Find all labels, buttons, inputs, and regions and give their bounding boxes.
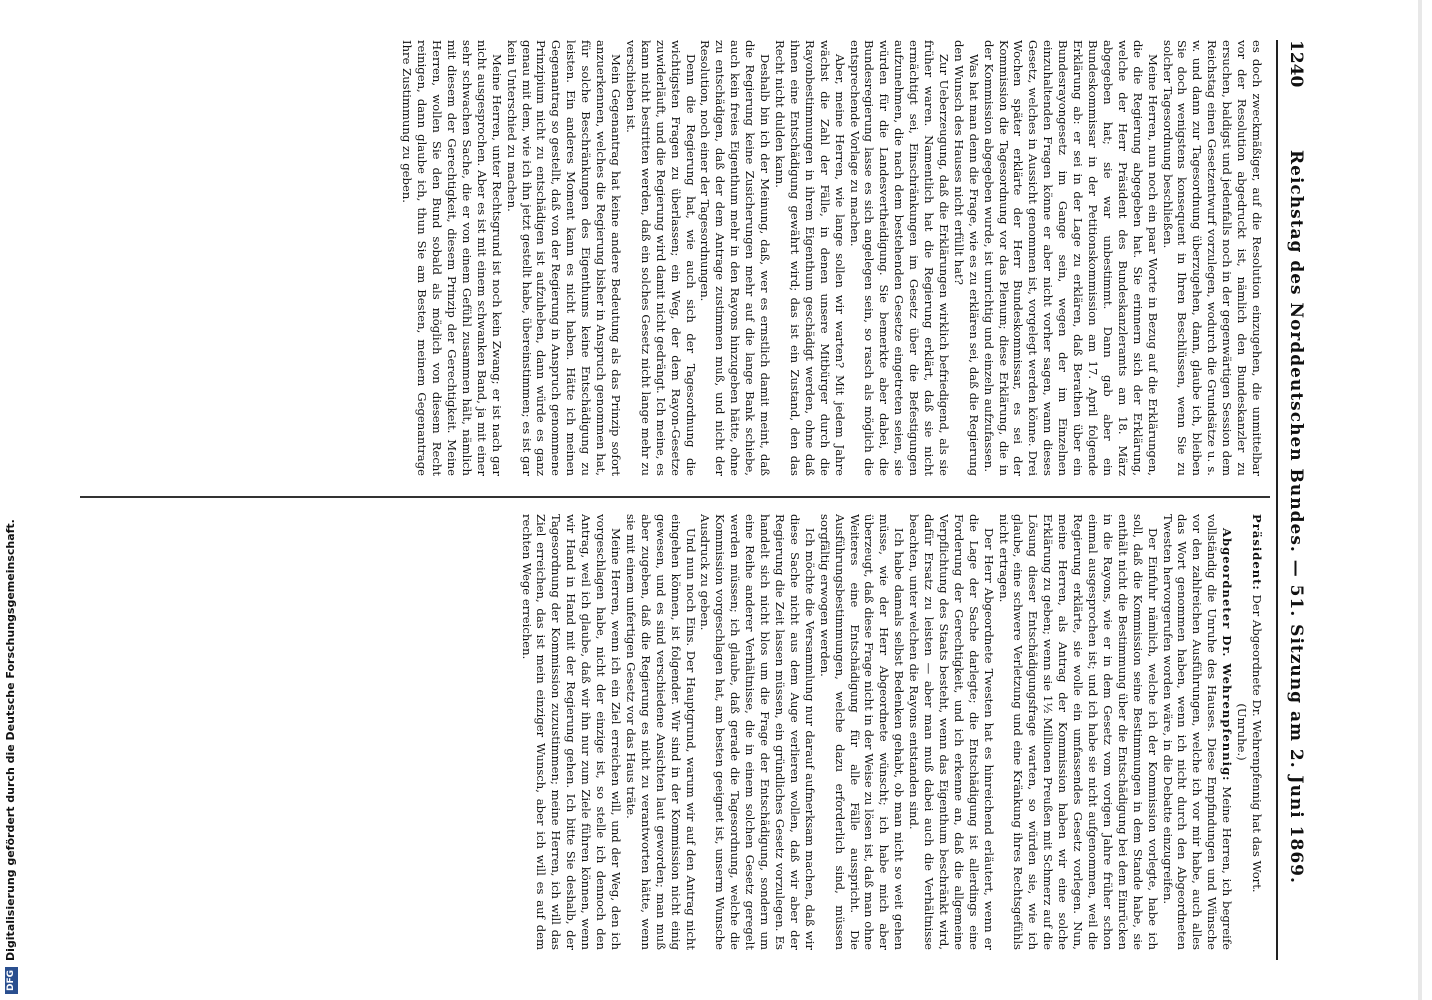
left-paragraph: Zur Ueberzeugung, daß die Erklärungen wirklich befriedigend, als sie früher waren. Namentlich hat die Regierung erklärt, daß sie nicht ermächtigt sei, Einschränkungen im Gesetz über die Befestigungen aufzunehmen, die nach dem bestehenden Gesetze eingetreten seien, sie würden für die Landesvertheidigung. Sie bemerkte aber dabei, die Bundesregierung lasse es sich angelegen sein, so rasch als möglich die entsprechende Vorlage zu machen.: [847, 40, 951, 476]
speaker-label-president: Präsident:: [1250, 514, 1264, 591]
president-intro: [1249, 514, 1264, 950]
right-paragraph: Ich möchte die Versammlung nur darauf aufmerksam machen, daß wir diese Sache nicht aus dem Auge verlieren wollen, daß wir aber der Regierung die Zeit lassen müssen, ein gründliches Gesetz vorzulegen. Es handelt sich nicht blos um die Frage der Entschädigung, sondern um eine Reihe anderer Verhältnisse, die in einem solchen Gesetz geregelt werden müssen; ich glaube, daß gerade die Tagesordnung, welche die Kommission vorgeschlagen hat, am besten geeignet ist, unserm Wunsche Ausdruck zu geben.: [698, 514, 817, 950]
right-paragraph: Der Einfuhr nämlich, welche ich der Kommission vorlegte, habe ich soll, daß die Kommission seine Bestimmungen in dem Stande habe, sie enthält nicht die Bestimmung über die Entschädigung bei dem Einrücken in die Rayons, wie er in dem Gesetz vom vorigen Jahre früher schon einmal ausgesprochen ist; und ich habe sie nicht aufgenommen, weil die Regierung erklärte, sie wolle ein umfassendes Gesetz vorlegen. Nun, meine Herren, als Antrag der Kommission haben wir eine solche Erklärung zu geben; wenn sie 1½ Millionen Preußen mit Schmerz auf die Lösung dieser Entschädigungsfrage warten, so würden sie, wie ich glaube, eine schwere Verletzung und eine Kränkung ihres Rechtsgefühls nicht ertragen.: [996, 514, 1160, 950]
page-number: 1240: [1286, 40, 1306, 88]
speaker-label: Abgeordneter Dr. Wehrenpfennig:: [1220, 528, 1235, 782]
running-title: Reichstag des Norddeutschen Bundes. — 51. Sitzung am 2. Juni 1869.: [1286, 150, 1306, 884]
digitization-credit: [4, 519, 18, 994]
left-paragraph: Deshalb bin ich der Meinung, daß, wer es ernstlich damit meint, daß die Regierung keine Zusicherungen mehr auf die lange Bank schiebe, auch kein freies Eigenthum mehr in den Rayons hinzugeben hätte, ohne zu entschädigen, daß der dem Antrage zustimmen muß, und nicht der Resolution, noch einer der Tagesordnungen.: [698, 40, 773, 476]
left-paragraph: Mein Gegenantrag hat keine andere Bedeutung als das Prinzip sofort anzuerkennen, welches die Regierung bisher in Anspruch genommen hat, für solche Beschränkungen des Eigenthums keine Entschädigung zu leisten. Ein anderes Moment kann es nicht haben. Hätte ich meinen Gegenantrag so gestellt, daß von der Regierung in Anspruch genommene Prinzipium nicht zu entschädigen ist aufzuheben, dann würde es ganz genau mit dem, wie ich ihn jetzt gestellt habe, übereinstimmen; es ist gar kein Unterschied zu machen.: [504, 40, 624, 476]
right-paragraph: Meine Herren, wenn ich ein Ziel erreichen will, und der Weg, den ich vorgeschlagen habe, nicht der einzige ist, so stelle ich dennoch den Antrag, weil ich glaube, daß wir ihn nur zum Ziele führen können, wenn wir Hand in Hand mit der Regierung gehen. Ich bitte Sie deshalb, der Tagesordnung der Kommission zuzustimmen; meine Herren, ich will das Ziel erreichen, das ist mein einziger Wunsch, aber ich will es auf dem rechten Wege erreichen.: [519, 514, 624, 950]
left-paragraph: Was hat man denn die Frage, wie es zu erklären sei, daß die Regierung den Wunsch des Hauses nicht erfüllt hat?: [951, 40, 981, 476]
left-paragraph: Denn die Regierung hat, wie auch sich der Tagesordnung die wichtigsten Fragen zu überlassen; ein Weg, der dem Rayon-Gesetze zuwiderläuft, und die Regierung wird damit nicht gedrängt. Ich meine, es kann nicht bestritten werden, daß ein solches Gesetz nicht lange mehr zu verschieben ist.: [623, 40, 698, 476]
right-paragraph: Ich habe damals selbst Bedenken gehabt, ob man nicht so weit gehen müsse, wie der Herr Abgeordnete wünscht; ich habe mich aber überzeugt, daß diese Frage nicht in der Weise zu lösen ist, daß man ohne Weiteres eine Entschädigung für alle Fälle ausspricht. Die Ausführungsbestimmungen, welche dazu erforderlich sind, müssen sorgfältig erwogen werden.: [817, 514, 907, 950]
left-paragraph: Aber, meine Herren, wie lange sollen wir warten? Mit jedem Jahre wächst die Zahl der Fälle, in denen unsere Mitbürger durch die Rayonbestimmungen in ihrem Eigenthum geschädigt werden, ohne daß ihnen eine Entschädigung gewährt wird; das ist ein Zustand, den das Recht nicht dulden kann.: [773, 40, 847, 476]
rotated-page: [70, 40, 1310, 960]
left-paragraph: Meine Herren, nun noch ein paar Worte in Bezug auf die Erklärungen, die die Regierung abgegeben hat. Sie erinnern sich der Erklärung, welche der Herr Präsident des Bundeskanzleramts am 18. März abgegeben hat; sie war unbestimmt. Dann gab aber ein Bundeskommissar in der Petitionskommission am 17. April folgende Erklärung ab: er sei in der Lage zu erklären, daß Berathen über ein Bundesrayongesetz im Gange sein, wegen der im Einzelnen einzuhaltenden Fragen könne er aber nicht vorher sagen, wann dieses Gesetz, welches in Aussicht genommen ist, vorgelegt werden könne. Drei Wochen später erklärte der Herr Bundeskommissar, es sei der Kommission die Tagesordnung vor das Plenum; diese Erklärung, die in der Kommission abgegeben wurde, ist unrichtig und einzeln aufzufassen.: [981, 40, 1160, 476]
dfg-logo: DFG: [5, 967, 18, 994]
stage-direction: (Unruhe.): [1235, 703, 1250, 761]
column-rule: [80, 496, 1270, 498]
right-column: [84, 514, 1264, 950]
left-paragraph: es doch zweckmäßiger, auf die Resolution einzugehen, die unmittelbar vor der Resolution abgedruckt ist, nämlich den Bundeskanzler zu ersuchen, baldigst und jedenfalls noch in der gegenwärtigen Session dem Reichstag einen Gesetzentwurf vorzulegen, wodurch die Grundsätze u. s. w. und dann zur Tagesordnung überzugehen, dann, glaube ich, bleiben Sie doch wenigstens konsequent in Ihren Beschlüssen, wenn Sie zu solcher Tagesordnung beschließen.: [1160, 40, 1264, 476]
page-header: [1280, 40, 1310, 960]
digitization-credit-strip: [0, 0, 26, 1000]
scan-edge: [1418, 0, 1422, 1000]
right-paragraph: Meine Herren, ich begreife vollständig die Unruhe des Hauses. Diese Empfindungen und Wünsche vor den zahlreichen Ausführungen, welche ich vor mir habe, auch alles das Wort genommen haben, wenn ich nicht durch den Abgeordneten Twesten hervorgerufen worden wäre, in die Debatte einzugreifen.: [1160, 514, 1235, 950]
left-column: [84, 40, 1264, 476]
speech-opening: [1160, 514, 1235, 950]
left-paragraph: Meine Herren, unter Rechtsgrund ist noch kein Zwang; er ist nach gar nicht ausgesprochen. Aber es ist mit einem schwanken Band, ja mit einer sehr schwachen Sache, die er von einem Gefühl zusammen hält, nämlich mit diesem der Gerechtigkeit, diesem Prinzip der Gerechtigkeit. Meine Herren, wollen Sie den Bund sobald als möglich von diesem Recht reinigen, dann glaube ich, thun Sie am Besten, meinem Gegenantrage Ihre Zustimmung zu geben.: [400, 40, 504, 476]
president-text: Der Abgeordnete Dr. Wehrenpfennig hat das Wort.: [1250, 594, 1264, 893]
right-paragraph: Und nun noch Eins. Der Hauptgrund, warum wir auf den Antrag nicht eingehen können, ist folgender. Wir sind in der Kommission nicht einig gewesen, und es sind verschiedene Ansichten laut geworden; man muß aber zugeben, daß die Regierung es nicht zu verantworten hätte, wenn sie mit einem unfertigen Gesetz vor das Haus träte.: [623, 514, 698, 950]
right-paragraph: Der Herr Abgeordnete Twesten hat es hinreichend erläutert, wenn er die Lage der Sache darlegte; die Entschädigung ist allerdings eine Forderung der Gerechtigkeit, und ich erkenne an, daß die allgemeine Verpflichtung des Staats besteht, wenn das Eigenthum beschränkt wird, dafür Ersatz zu leisten — aber man muß dabei auch die Verhältnisse beachten, unter welchen die Rayons entstanden sind.: [907, 514, 996, 950]
credit-text: Digitalisierung gefördert durch die Deutsche Forschungsgemeinschaft.: [4, 519, 17, 961]
header-rule: [1276, 40, 1278, 960]
